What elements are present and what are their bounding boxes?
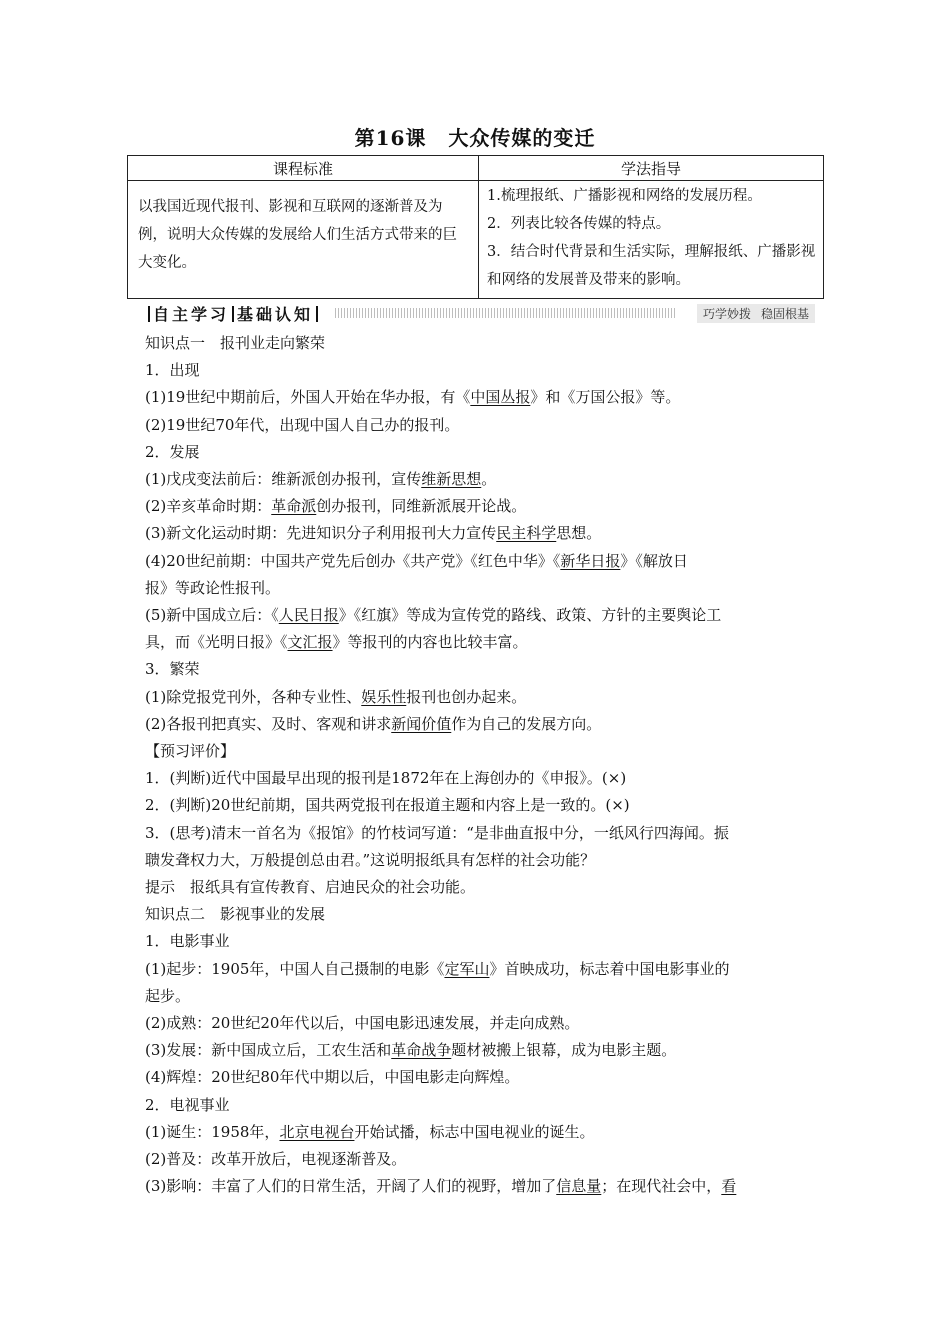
content-line xyxy=(145,357,810,384)
content-line xyxy=(145,874,810,901)
content-line xyxy=(145,1119,810,1146)
table-body-row xyxy=(128,181,824,299)
line-text: 》等报刊的内容也比较丰富。 xyxy=(332,633,528,652)
line-text: (1)19世纪中期前后，外国人开始在华办报，有《 xyxy=(145,388,471,407)
line-text: 报刊也创办起来。 xyxy=(406,687,527,706)
content-line xyxy=(145,765,810,792)
content-line xyxy=(145,711,810,738)
line-text: (2)辛亥革命时期： xyxy=(145,497,272,516)
line-text: 3．繁荣 xyxy=(145,660,200,679)
header-guide: 学法指导 xyxy=(479,156,824,181)
line-text: 【预习评价】 xyxy=(145,742,236,761)
lesson-content xyxy=(145,330,810,1201)
banner-tag-basics: 基础认知 xyxy=(237,305,314,324)
line-text: (3)影响：丰富了人们的日常生活，开阔了人们的视野，增加了 xyxy=(145,1177,557,1196)
underlined-answer: 新华日报 xyxy=(560,551,621,570)
line-text: 开始试播，标志中国电视业的诞生。 xyxy=(354,1122,595,1141)
banner-stripe xyxy=(335,308,675,318)
line-text: 具，而《光明日报》《 xyxy=(145,633,288,652)
line-text: 思想。 xyxy=(556,524,602,543)
content-line xyxy=(145,1010,810,1037)
underlined-answer: 维新思想 xyxy=(421,470,482,489)
line-text: 2．发展 xyxy=(145,442,200,461)
line-text: (1)戊戌变法前后：维新派创办报刊，宣传 xyxy=(145,470,422,489)
content-line xyxy=(145,1064,810,1091)
line-text: 3．(思考)清末一首名为《报馆》的竹枝词写道：“是非曲直报中分，一纸风行四海闻。振 xyxy=(145,823,729,842)
line-text: 》《解放日 xyxy=(620,551,688,570)
line-text: 作为自己的发展方向。 xyxy=(451,714,602,733)
line-text: 创办报刊，同维新派展开论战。 xyxy=(316,497,527,516)
content-line xyxy=(145,956,810,983)
content-line xyxy=(145,520,810,547)
content-line xyxy=(145,738,810,765)
line-text: (5)新中国成立后：《 xyxy=(145,606,279,625)
content-line xyxy=(145,1173,810,1200)
content-line xyxy=(145,1146,810,1173)
line-text: 》《红旗》等成为宣传党的路线、政策、方针的主要舆论工 xyxy=(338,606,722,625)
line-text: (2)普及：改革开放后，电视逐渐普及。 xyxy=(145,1150,407,1169)
line-text: (4)20世纪前期：中国共产党先后创办《共产党》《红色中华》《 xyxy=(145,551,561,570)
line-text: (1)诞生：1958年， xyxy=(145,1122,280,1141)
underlined-answer: 娱乐性 xyxy=(361,687,407,706)
line-text: 》首映成功，标志着中国电影事业的 xyxy=(489,959,730,978)
content-line xyxy=(145,684,810,711)
guide-item: 1.梳理报纸、广播影视和网络的发展历程。 xyxy=(487,188,762,204)
underlined-answer: 革命战争 xyxy=(391,1041,452,1060)
line-text: 提示 报纸具有宣传教育、启迪民众的社会功能。 xyxy=(145,878,476,897)
content-line xyxy=(145,656,810,683)
line-text: (2)各报刊把真实、及时、客观和讲求 xyxy=(145,714,392,733)
underlined-answer: 革命派 xyxy=(271,497,317,516)
line-text: 2．电视事业 xyxy=(145,1095,230,1114)
line-text: 1．(判断)近代中国最早出现的报刊是1872年在上海创办的《申报》。(×) xyxy=(145,769,627,788)
content-line xyxy=(145,412,810,439)
content-line xyxy=(145,466,810,493)
content-line xyxy=(145,384,810,411)
underlined-answer: 北京电视台 xyxy=(279,1122,355,1141)
content-line xyxy=(145,493,810,520)
line-text: (3)新文化运动时期：先进知识分子利用报刊大力宣传 xyxy=(145,524,497,543)
underlined-answer: 定军山 xyxy=(444,959,490,978)
standard-cell: 以我国近现代报刊、影视和互联网的逐渐普及为例，说明大众传媒的发展给人们生活方式带来的巨大变化。 xyxy=(128,181,479,299)
banner-tag-self-study: 自主学习 xyxy=(153,305,230,324)
underlined-answer: 信息量 xyxy=(556,1177,602,1196)
content-line xyxy=(145,1037,810,1064)
lesson-number: 第16课 xyxy=(354,126,427,150)
underlined-answer: 中国丛报 xyxy=(470,388,531,407)
content-line xyxy=(145,901,810,928)
line-text: 知识点一 报刊业走向繁荣 xyxy=(145,334,326,352)
underlined-answer: 新闻价值 xyxy=(391,714,452,733)
underlined-answer: 人民日报 xyxy=(278,606,339,625)
line-text: 聩发聋权力大，万般提创总由君。”这说明报纸具有怎样的社会功能？ xyxy=(145,850,596,869)
section-banner xyxy=(145,302,815,324)
underlined-answer: 文汇报 xyxy=(287,633,333,652)
banner-motto-1: 巧学妙拨 xyxy=(702,307,751,321)
guide-item: 2．列表比较各传媒的特点。 xyxy=(487,216,671,232)
content-line xyxy=(145,575,810,602)
line-text: 。 xyxy=(481,470,497,489)
table-header-row xyxy=(128,156,824,181)
line-text: 1．电影事业 xyxy=(145,932,230,951)
content-line xyxy=(145,847,810,874)
line-text: (4)辉煌：20世纪80年代中期以后，中国电影走向辉煌。 xyxy=(145,1068,520,1087)
content-line xyxy=(145,629,810,656)
line-text: (2)19世纪70年代，出现中国人自己办的报刊。 xyxy=(145,415,460,434)
curriculum-table xyxy=(127,155,824,299)
line-text: 2．(判断)20世纪前期，国共两党报刊在报道主题和内容上是一致的。(×) xyxy=(145,796,630,815)
content-line xyxy=(145,602,810,629)
guide-item: 3．结合时代背景和生活实际，理解报纸、广播影视和网络的发展普及带来的影响。 xyxy=(487,244,816,288)
content-line xyxy=(145,983,810,1010)
line-text: 1．出现 xyxy=(145,361,200,380)
content-line xyxy=(145,820,810,847)
line-text: (1)起步：1905年，中国人自己摄制的电影《 xyxy=(145,959,445,978)
line-text: 题材被搬上银幕，成为电影主题。 xyxy=(451,1041,677,1060)
banner-motto-2: 稳固根基 xyxy=(760,307,809,321)
banner-tag xyxy=(145,302,321,325)
guide-cell xyxy=(479,181,824,299)
line-text: (2)成熟：20世纪20年代以后，中国电影迅速发展，并走向成熟。 xyxy=(145,1014,580,1033)
content-line xyxy=(145,1092,810,1119)
line-text: (3)发展：新中国成立后，工农生活和 xyxy=(145,1041,392,1060)
underlined-answer: 民主科学 xyxy=(496,524,557,543)
content-line xyxy=(145,792,810,819)
header-standard: 课程标准 xyxy=(128,156,479,181)
content-line xyxy=(145,928,810,955)
line-text: (1)除党报党刊外，各种专业性、 xyxy=(145,687,362,706)
line-text: 起步。 xyxy=(145,986,191,1005)
line-text: ；在现代社会中， xyxy=(601,1177,722,1196)
lesson-name: 大众传媒的变迁 xyxy=(448,126,596,150)
banner-motto xyxy=(697,304,815,323)
underlined-answer: 看 xyxy=(721,1177,737,1196)
content-line xyxy=(145,330,810,357)
line-text: 报》等政论性报刊。 xyxy=(145,578,281,597)
line-text: 知识点二 影视事业的发展 xyxy=(145,905,326,924)
content-line xyxy=(145,439,810,466)
lesson-title xyxy=(0,122,950,151)
line-text: 》和《万国公报》等。 xyxy=(530,388,681,407)
content-line xyxy=(145,548,810,575)
